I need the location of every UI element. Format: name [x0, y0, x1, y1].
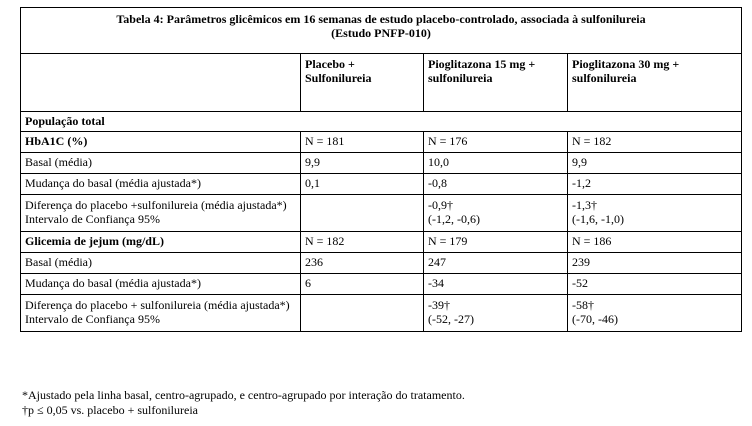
row-label: Basal (média) [21, 153, 301, 174]
table-row [21, 195, 742, 232]
table-cell: -52 [568, 274, 742, 295]
table-cell: N = 176 [424, 132, 568, 153]
header-pioglitazona-15: Pioglitazona 15 mg + sulfonilureia [424, 54, 568, 112]
table-cell: 239 [568, 253, 742, 274]
table-cell [424, 295, 568, 332]
table-row [21, 132, 742, 153]
table-cell: N = 179 [424, 232, 568, 253]
confidence-interval: (-1,2, -0,6) [428, 212, 480, 226]
table-cell: N = 182 [568, 132, 742, 153]
row-label: Basal (média) [21, 253, 301, 274]
diff-value: -1,3† [572, 198, 597, 212]
table-row [21, 274, 742, 295]
table-cell: 236 [301, 253, 424, 274]
row-label: Mudança do basal (média ajustada*) [21, 174, 301, 195]
diff-value: -39† [428, 298, 450, 312]
confidence-interval: (-1,6, -1,0) [572, 212, 624, 226]
confidence-interval: (-70, -46) [572, 312, 618, 326]
row-label: Mudança do basal (média ajustada*) [21, 274, 301, 295]
table-cell [568, 295, 742, 332]
section-blank [301, 112, 424, 132]
table-row [21, 295, 742, 332]
table-cell [301, 195, 424, 232]
footnotes [22, 388, 465, 418]
header-placebo: Placebo + Sulfonilureia [301, 54, 424, 112]
table-cell: N = 182 [301, 232, 424, 253]
table-title [21, 8, 742, 54]
table-row [21, 153, 742, 174]
table-row [21, 232, 742, 253]
diff-value: -58† [572, 298, 594, 312]
row-label: Diferença do placebo +sulfonilureia (média ajustada*) Intervalo de Confiança 95% [21, 195, 301, 232]
table-cell [301, 295, 424, 332]
table-cell: 0,1 [301, 174, 424, 195]
table-cell: 10,0 [424, 153, 568, 174]
table-title-line2: (Estudo PNFP-010) [331, 26, 431, 40]
header-pioglitazona-30: Pioglitazona 30 mg + sulfonilureia [568, 54, 742, 112]
footnote-significance: †p ≤ 0,05 vs. placebo + sulfonilureia [22, 403, 198, 417]
table-cell: 9,9 [568, 153, 742, 174]
table-row [21, 253, 742, 274]
table-cell: 9,9 [301, 153, 424, 174]
glicemia-label: Glicemia de jejum (mg/dL) [21, 232, 301, 253]
table-cell: N = 186 [568, 232, 742, 253]
hba1c-label: HbA1C (%) [21, 132, 301, 153]
table-title-line1: Tabela 4: Parâmetros glicêmicos em 16 semanas de estudo placebo-controlado, associada à sulfonilureia [116, 12, 646, 26]
row-label: Diferença do placebo + sulfonilureia (média ajustada*) Intervalo de Confiança 95% [21, 295, 301, 332]
diff-value: -0,9† [428, 198, 453, 212]
section-blank [424, 112, 568, 132]
table-cell: -34 [424, 274, 568, 295]
column-header-row [21, 54, 742, 112]
confidence-interval: (-52, -27) [428, 312, 474, 326]
table-row [21, 174, 742, 195]
glycemic-parameters-table [20, 7, 742, 332]
table-cell: 6 [301, 274, 424, 295]
table-cell: -1,2 [568, 174, 742, 195]
table-cell [424, 195, 568, 232]
table-cell: N = 181 [301, 132, 424, 153]
footnote-adjusted: *Ajustado pela linha basal, centro-agrupado, e centro-agrupado por interação do tratamento. [22, 388, 465, 402]
table-cell: -0,8 [424, 174, 568, 195]
section-blank [568, 112, 742, 132]
table-cell [568, 195, 742, 232]
table-cell: 247 [424, 253, 568, 274]
empty-header-cell [21, 54, 301, 112]
section-populacao-total: População total [21, 112, 301, 132]
